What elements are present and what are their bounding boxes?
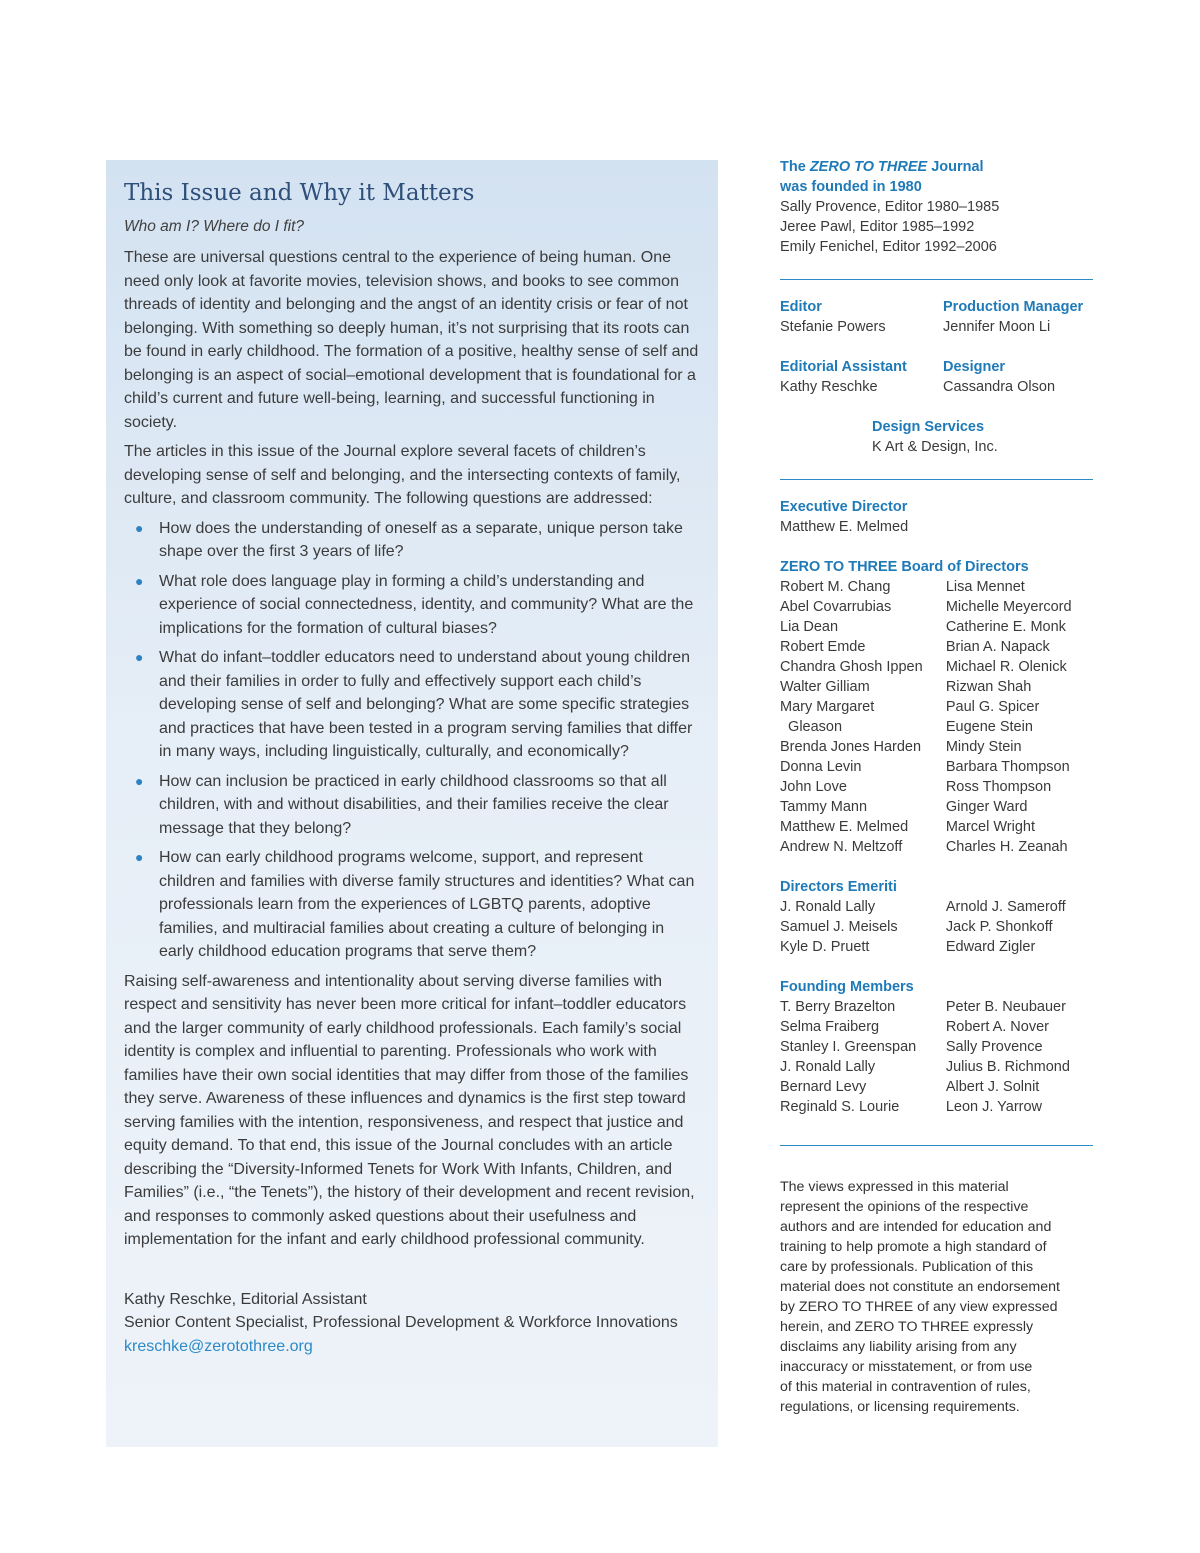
founding-member: Leon J. Yarrow xyxy=(945,1099,1043,1115)
disclaimer-line: regulations, or licensing requirements. xyxy=(780,1399,1020,1415)
staff-row-2 xyxy=(780,357,1093,397)
design-services-label: Design Services xyxy=(872,419,985,435)
board-member: Tammy Mann xyxy=(780,799,868,815)
disclaimer-line: material does not constitute an endorsement xyxy=(780,1279,1060,1295)
board-member: Paul G. Spicer xyxy=(945,699,1040,715)
production-name: Jennifer Moon Li xyxy=(943,319,1051,335)
board-member: Marcel Wright xyxy=(945,819,1035,835)
board-member: Mindy Stein xyxy=(945,739,1022,755)
board-member: Chandra Ghosh Ippen xyxy=(780,659,923,675)
founding-col-1 xyxy=(780,997,946,1117)
executive-director-label: Executive Director xyxy=(780,499,908,515)
email-link[interactable]: kreschke@zerotothree.org xyxy=(124,1337,313,1355)
question-text: How does the understanding of oneself as a separate, unique person take shape over the first 3 years of life? xyxy=(159,519,683,560)
board-member: Charles H. Zeanah xyxy=(945,839,1068,855)
board-member: Donna Levin xyxy=(780,759,862,775)
question-item xyxy=(124,770,700,841)
board-member: Robert M. Chang xyxy=(780,579,891,595)
question-text: How can early childhood programs welcome, support, and represent children and families with diverse family structures and identities? What can professionals learn from the experiences of LGBTQ parents, adoptive families, and multiracial families about creating a culture of belonging in early childhood education programs that serve them? xyxy=(159,849,695,960)
founding-member: J. Ronald Lally xyxy=(780,1059,876,1075)
founding-member: T. Berry Brazelton xyxy=(780,999,896,1015)
disclaimer xyxy=(780,1177,1093,1417)
signature-name: Kathy Reschke, Editorial Assistant xyxy=(124,1290,367,1308)
founded-block xyxy=(780,157,1093,257)
board-member: Barbara Thompson xyxy=(945,759,1070,775)
question-text: How can inclusion be practiced in early childhood classrooms so that all children, with and without disabilities, and their families receive the clear message that they belong? xyxy=(159,772,669,837)
question-text: What role does language play in forming a child’s understanding and experience of social connectedness, identity, and community? What are the implications for the formation of cultural biases? xyxy=(159,572,694,637)
board-col-2 xyxy=(946,577,1093,857)
founding-member: Sally Provence xyxy=(945,1039,1043,1055)
disclaimer-line: of this material in contravention of rules, xyxy=(780,1379,1031,1395)
board-member: John Love xyxy=(780,779,847,795)
founded-heading: The ZERO TO THREE Journal xyxy=(780,159,984,175)
bullet-icon: ● xyxy=(135,519,144,536)
executive-director-name: Matthew E. Melmed xyxy=(780,519,909,535)
founded-year: was founded in 1980 xyxy=(780,179,922,195)
board-member: Abel Covarrubias xyxy=(780,599,892,615)
divider xyxy=(780,1145,1093,1146)
board-member: Robert Emde xyxy=(780,639,866,655)
past-editor: Sally Provence, Editor 1980–1985 xyxy=(780,199,1000,215)
board-heading: ZERO TO THREE Board of Directors xyxy=(780,559,1029,575)
founding-member: Reginald S. Lourie xyxy=(780,1099,900,1115)
founding-member: Albert J. Solnit xyxy=(945,1079,1040,1095)
board-member: Brenda Jones Harden xyxy=(780,739,922,755)
disclaimer-line: care by professionals. Publication of this xyxy=(780,1259,1034,1275)
board-member: Matthew E. Melmed xyxy=(780,819,909,835)
disclaimer-line: The views expressed in this material xyxy=(780,1179,1009,1195)
editor-label: Editor xyxy=(780,299,822,315)
question-list xyxy=(124,517,700,964)
past-editor: Jeree Pawl, Editor 1985–1992 xyxy=(780,219,975,235)
founding-heading: Founding Members xyxy=(780,979,914,995)
question-item xyxy=(124,646,700,764)
design-services xyxy=(872,417,1092,457)
editor-name: Stefanie Powers xyxy=(780,319,886,335)
emeritus-member: Jack P. Shonkoff xyxy=(945,919,1053,935)
board-block xyxy=(780,557,1093,857)
designer-name: Cassandra Olson xyxy=(943,379,1056,395)
closing-paragraph: Raising self-awareness and intentionality about serving diverse families with respect and sensitivity has never been more critical for infant–toddler educators and the larger community of early childhood professionals. Each family’s social identity is complex and influential to parenting. Professionals who work with families have their own social identities that may differ from those of the families they serve. Awareness of these influences and dynamics is the first step toward serving families with the intention, responsiveness, and respect that justice and equity demand. To that end, this issue of the Journal concludes with an article describing the “Diversity-Informed Tenets for Work With Infants, Children, and Families” (i.e., “the Tenets”), the history of their development and recent revision, and responses to commonly asked questions about their usefulness and implementation for the infant and early childhood professional community. xyxy=(124,972,695,1248)
founding-col-2 xyxy=(946,997,1093,1117)
founding-member: Stanley I. Greenspan xyxy=(780,1039,917,1055)
signature xyxy=(124,1288,700,1359)
founding-member: Robert A. Nover xyxy=(945,1019,1049,1035)
board-member: Mary Margaret xyxy=(780,699,875,715)
emeriti-heading: Directors Emeriti xyxy=(780,879,897,895)
disclaimer-line: by ZERO TO THREE of any view expressed xyxy=(780,1299,1058,1315)
board-member: Eugene Stein xyxy=(945,719,1033,735)
board-member: Brian A. Napack xyxy=(945,639,1050,655)
disclaimer-line: herein, and ZERO TO THREE expressly xyxy=(780,1319,1034,1335)
founding-member: Selma Fraiberg xyxy=(780,1019,880,1035)
bullet-icon: ● xyxy=(135,649,144,665)
executive-director xyxy=(780,497,1093,537)
disclaimer-line: represent the opinions of the respective xyxy=(780,1199,1029,1215)
question-item xyxy=(124,517,700,564)
intro-title: This Issue and Why it Matters xyxy=(124,180,475,206)
bullet-icon: ● xyxy=(135,572,144,589)
emeritus-member: Samuel J. Meisels xyxy=(780,919,898,935)
founding-member: Julius B. Richmond xyxy=(945,1059,1070,1075)
bullet-icon: ● xyxy=(135,772,144,789)
board-member: Rizwan Shah xyxy=(945,679,1032,695)
disclaimer-line: authors and are intended for education and xyxy=(780,1219,1052,1235)
board-member: Michael R. Olenick xyxy=(945,659,1067,675)
board-member: Ross Thompson xyxy=(945,779,1052,795)
editorial-assistant-name: Kathy Reschke xyxy=(780,379,878,395)
disclaimer-line: training to help promote a high standard of xyxy=(780,1239,1047,1255)
designer-label: Designer xyxy=(943,359,1006,375)
emeritus-member: Arnold J. Sameroff xyxy=(945,899,1066,915)
intro-subtitle: Who am I? Where do I fit? xyxy=(124,218,305,235)
board-member: Lia Dean xyxy=(780,619,839,635)
production-label: Production Manager xyxy=(943,299,1084,315)
board-member: Gleason xyxy=(780,719,843,735)
intro-paragraph: The articles in this issue of the Journal explore several facets of children’s developing sense of self and belonging, and the intersecting contexts of family, culture, and classroom community. The following questions are addressed: xyxy=(124,443,681,507)
emeriti-block xyxy=(780,877,1093,957)
board-col-1 xyxy=(780,577,946,857)
bullet-icon: ● xyxy=(135,849,144,865)
emeriti-col-2 xyxy=(946,897,1093,957)
emeriti-col-1 xyxy=(780,897,946,957)
founding-member: Peter B. Neubauer xyxy=(945,999,1066,1015)
founding-member: Bernard Levy xyxy=(780,1079,867,1095)
signature-role: Senior Content Specialist, Professional Development & Workforce Innovations xyxy=(124,1314,678,1331)
question-item xyxy=(124,846,700,964)
emeritus-member: Kyle D. Pruett xyxy=(780,939,870,955)
editorial-assistant-label: Editorial Assistant xyxy=(780,359,907,375)
emeritus-member: Edward Zigler xyxy=(945,939,1036,955)
question-text: What do infant–toddler educators need to understand about young children and their families in order to fully and effectively support each child’s developing sense of self and belonging? What are some specific strategies and practices that have been tested in a program serving families that differ in many ways, including linguistically, culturally, and economically? xyxy=(159,649,693,760)
board-member: Catherine E. Monk xyxy=(945,619,1066,635)
board-member: Ginger Ward xyxy=(945,799,1028,815)
board-member: Lisa Mennet xyxy=(945,579,1025,595)
disclaimer-line: inaccuracy or misstatement, or from use xyxy=(780,1359,1033,1375)
design-services-name: K Art & Design, Inc. xyxy=(872,439,998,455)
staff-row-1 xyxy=(780,297,1093,337)
intro-panel xyxy=(106,160,718,1447)
disclaimer-line: disclaims any liability arising from any xyxy=(780,1339,1017,1355)
board-member: Michelle Meyercord xyxy=(945,599,1072,615)
past-editor: Emily Fenichel, Editor 1992–2006 xyxy=(780,239,997,255)
emeritus-member: J. Ronald Lally xyxy=(780,899,876,915)
divider xyxy=(780,479,1093,480)
divider xyxy=(780,279,1093,280)
founding-block xyxy=(780,977,1093,1117)
board-member: Walter Gilliam xyxy=(780,679,870,695)
board-member: Andrew N. Meltzoff xyxy=(780,839,903,855)
question-item xyxy=(124,570,700,641)
intro-paragraph: These are universal questions central to the experience of being human. One need only look at favorite movies, television shows, and books to see common threads of identity and belonging and the angst of an identity crisis or fear of not belonging. With something so deeply human, it’s not surprising that its roots can be found in early childhood. The formation of a positive, healthy sense of self and belonging is an aspect of social–emotional development that is foundational for a child’s current and future well-being, learning, and successful functioning in society. xyxy=(124,249,699,431)
